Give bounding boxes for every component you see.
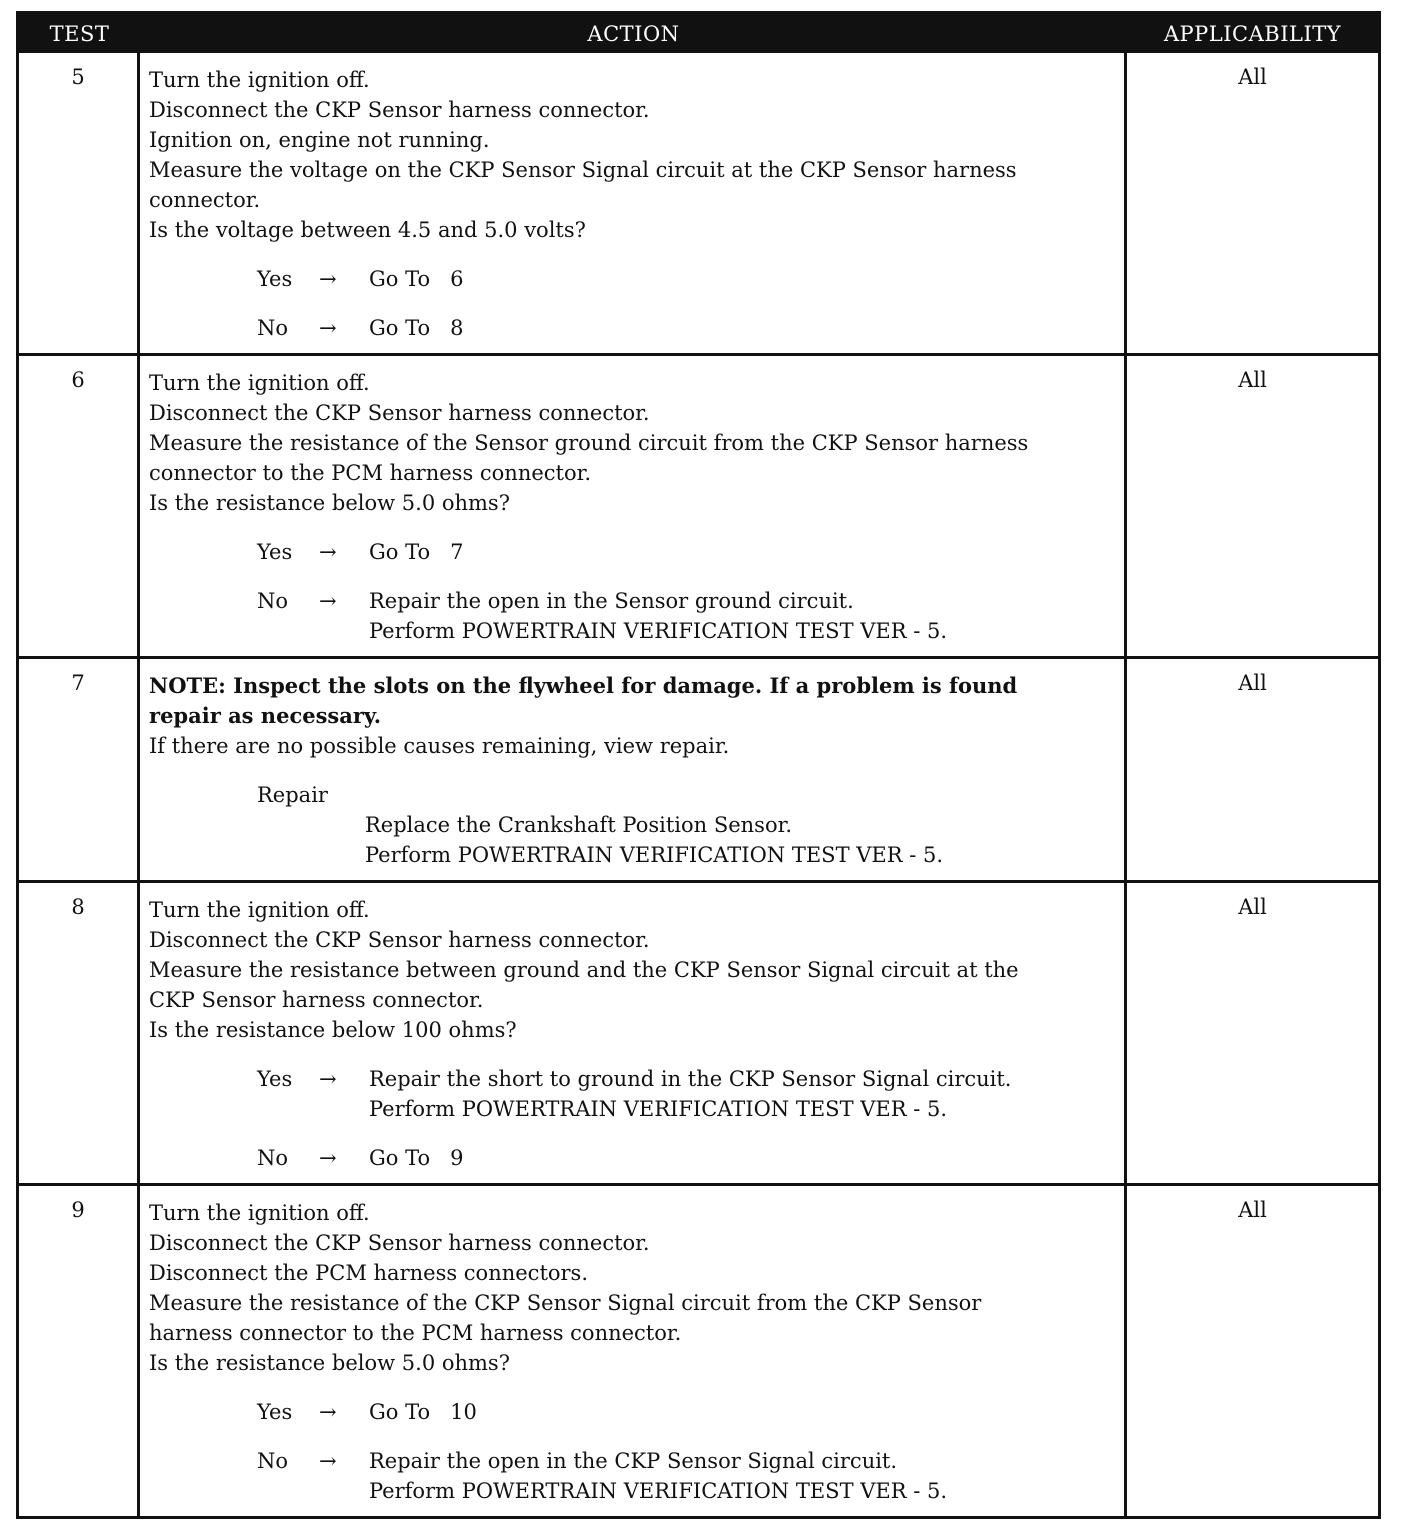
action-line: Disconnect the CKP Sensor harness connector. <box>149 401 650 425</box>
option-label: Yes <box>257 1067 293 1091</box>
action-cell <box>140 659 1127 880</box>
table-body <box>19 53 1378 1516</box>
action-line: Is the resistance below 100 ohms? <box>149 1018 517 1042</box>
result-option <box>149 1446 1118 1506</box>
action-line: Is the resistance below 5.0 ohms? <box>149 491 510 515</box>
option-text <box>369 1446 947 1506</box>
action-line: Turn the ignition off. <box>149 1201 370 1225</box>
action-line: Measure the resistance between ground and the CKP Sensor Signal circuit at the <box>149 958 1019 982</box>
action-line: Disconnect the CKP Sensor harness connector. <box>149 98 650 122</box>
table-row <box>19 656 1378 880</box>
option-text <box>369 537 464 567</box>
action-line: Measure the resistance of the Sensor ground circuit from the CKP Sensor harness <box>149 431 1029 455</box>
repair-text <box>365 810 1118 870</box>
applicability-cell: All <box>1238 368 1267 392</box>
action-line: Is the resistance below 5.0 ohms? <box>149 1351 510 1375</box>
option-text-line: Go To 7 <box>369 540 464 564</box>
result-option <box>149 1064 1118 1124</box>
action-line: Disconnect the CKP Sensor harness connector. <box>149 928 650 952</box>
option-label: No <box>257 589 289 613</box>
option-text-line: Go To 9 <box>369 1146 464 1170</box>
option-label: No <box>257 1146 289 1170</box>
option-text <box>369 1143 464 1173</box>
table-row <box>19 1183 1378 1516</box>
right-arrow-icon: → <box>319 1146 337 1170</box>
right-arrow-icon: → <box>319 1400 337 1424</box>
table-row <box>19 353 1378 656</box>
right-arrow-icon: → <box>319 267 337 291</box>
option-text <box>369 264 464 294</box>
action-line: Measure the resistance of the CKP Sensor Signal circuit from the CKP Sensor <box>149 1291 982 1315</box>
repair-label: Repair <box>257 783 328 807</box>
action-line: harness connector to the PCM harness connector. <box>149 1321 682 1345</box>
option-text-line: Go To 10 <box>369 1400 477 1424</box>
action-line: If there are no possible causes remaining, view repair. <box>149 734 730 758</box>
repair-text-line: Perform POWERTRAIN VERIFICATION TEST VER - 5. <box>365 843 944 867</box>
option-text-line: Perform POWERTRAIN VERIFICATION TEST VER - 5. <box>369 1479 948 1503</box>
applicability-cell: All <box>1238 671 1267 695</box>
option-text-line: Perform POWERTRAIN VERIFICATION TEST VER - 5. <box>369 619 948 643</box>
action-line: Turn the ignition off. <box>149 898 370 922</box>
result-option <box>149 1397 1118 1427</box>
action-line: Turn the ignition off. <box>149 68 370 92</box>
applicability-cell: All <box>1238 65 1267 89</box>
action-line: Turn the ignition off. <box>149 371 370 395</box>
action-cell <box>140 1186 1127 1516</box>
option-text-line: Repair the short to ground in the CKP Sensor Signal circuit. <box>369 1067 1012 1091</box>
right-arrow-icon: → <box>319 1067 337 1091</box>
option-text-line: Repair the open in the Sensor ground circuit. <box>369 589 854 613</box>
action-cell <box>140 883 1127 1183</box>
action-line: Disconnect the CKP Sensor harness connector. <box>149 1231 650 1255</box>
action-line: Measure the voltage on the CKP Sensor Signal circuit at the CKP Sensor harness <box>149 158 1017 182</box>
option-label: Yes <box>257 267 293 291</box>
test-number: 7 <box>19 659 140 880</box>
option-label: No <box>257 316 289 340</box>
action-line: Is the voltage between 4.5 and 5.0 volts? <box>149 218 586 242</box>
test-number: 6 <box>19 356 140 656</box>
right-arrow-icon: → <box>319 1449 337 1473</box>
result-option <box>149 1143 1118 1173</box>
action-line: connector to the PCM harness connector. <box>149 461 592 485</box>
action-line: Disconnect the PCM harness connectors. <box>149 1261 589 1285</box>
table-header <box>19 14 1378 53</box>
option-text <box>369 1397 477 1427</box>
right-arrow-icon: → <box>319 316 337 340</box>
repair-block <box>149 780 1118 870</box>
header-action: ACTION <box>587 21 680 46</box>
result-option <box>149 264 1118 294</box>
test-number: 9 <box>19 1186 140 1516</box>
table-row <box>19 880 1378 1183</box>
repair-text-line: Replace the Crankshaft Position Sensor. <box>365 813 793 837</box>
table-row <box>19 53 1378 353</box>
result-option <box>149 586 1118 646</box>
action-cell <box>140 356 1127 656</box>
action-line: Ignition on, engine not running. <box>149 128 490 152</box>
action-cell <box>140 53 1127 353</box>
applicability-cell: All <box>1238 1198 1267 1222</box>
diagnostic-table <box>16 11 1381 1519</box>
option-label: Yes <box>257 540 293 564</box>
test-number: 5 <box>19 53 140 353</box>
result-option <box>149 313 1118 343</box>
applicability-cell: All <box>1238 895 1267 919</box>
option-text <box>369 313 464 343</box>
result-option <box>149 537 1118 567</box>
header-applicability: APPLICABILITY <box>1163 21 1342 46</box>
right-arrow-icon: → <box>319 540 337 564</box>
right-arrow-icon: → <box>319 589 337 613</box>
test-number: 8 <box>19 883 140 1183</box>
option-label: Yes <box>257 1400 293 1424</box>
option-text-line: Go To 6 <box>369 267 464 291</box>
option-text <box>369 586 947 646</box>
option-text-line: Repair the open in the CKP Sensor Signal circuit. <box>369 1449 898 1473</box>
option-label: No <box>257 1449 289 1473</box>
option-text-line: Perform POWERTRAIN VERIFICATION TEST VER - 5. <box>369 1097 948 1121</box>
option-text-line: Go To 8 <box>369 316 464 340</box>
note-line: repair as necessary. <box>149 703 382 728</box>
action-line: connector. <box>149 188 261 212</box>
header-test: TEST <box>49 21 110 46</box>
note-line: NOTE: Inspect the slots on the flywheel for damage. If a problem is found <box>149 673 1018 698</box>
option-text <box>369 1064 1011 1124</box>
action-line: CKP Sensor harness connector. <box>149 988 484 1012</box>
